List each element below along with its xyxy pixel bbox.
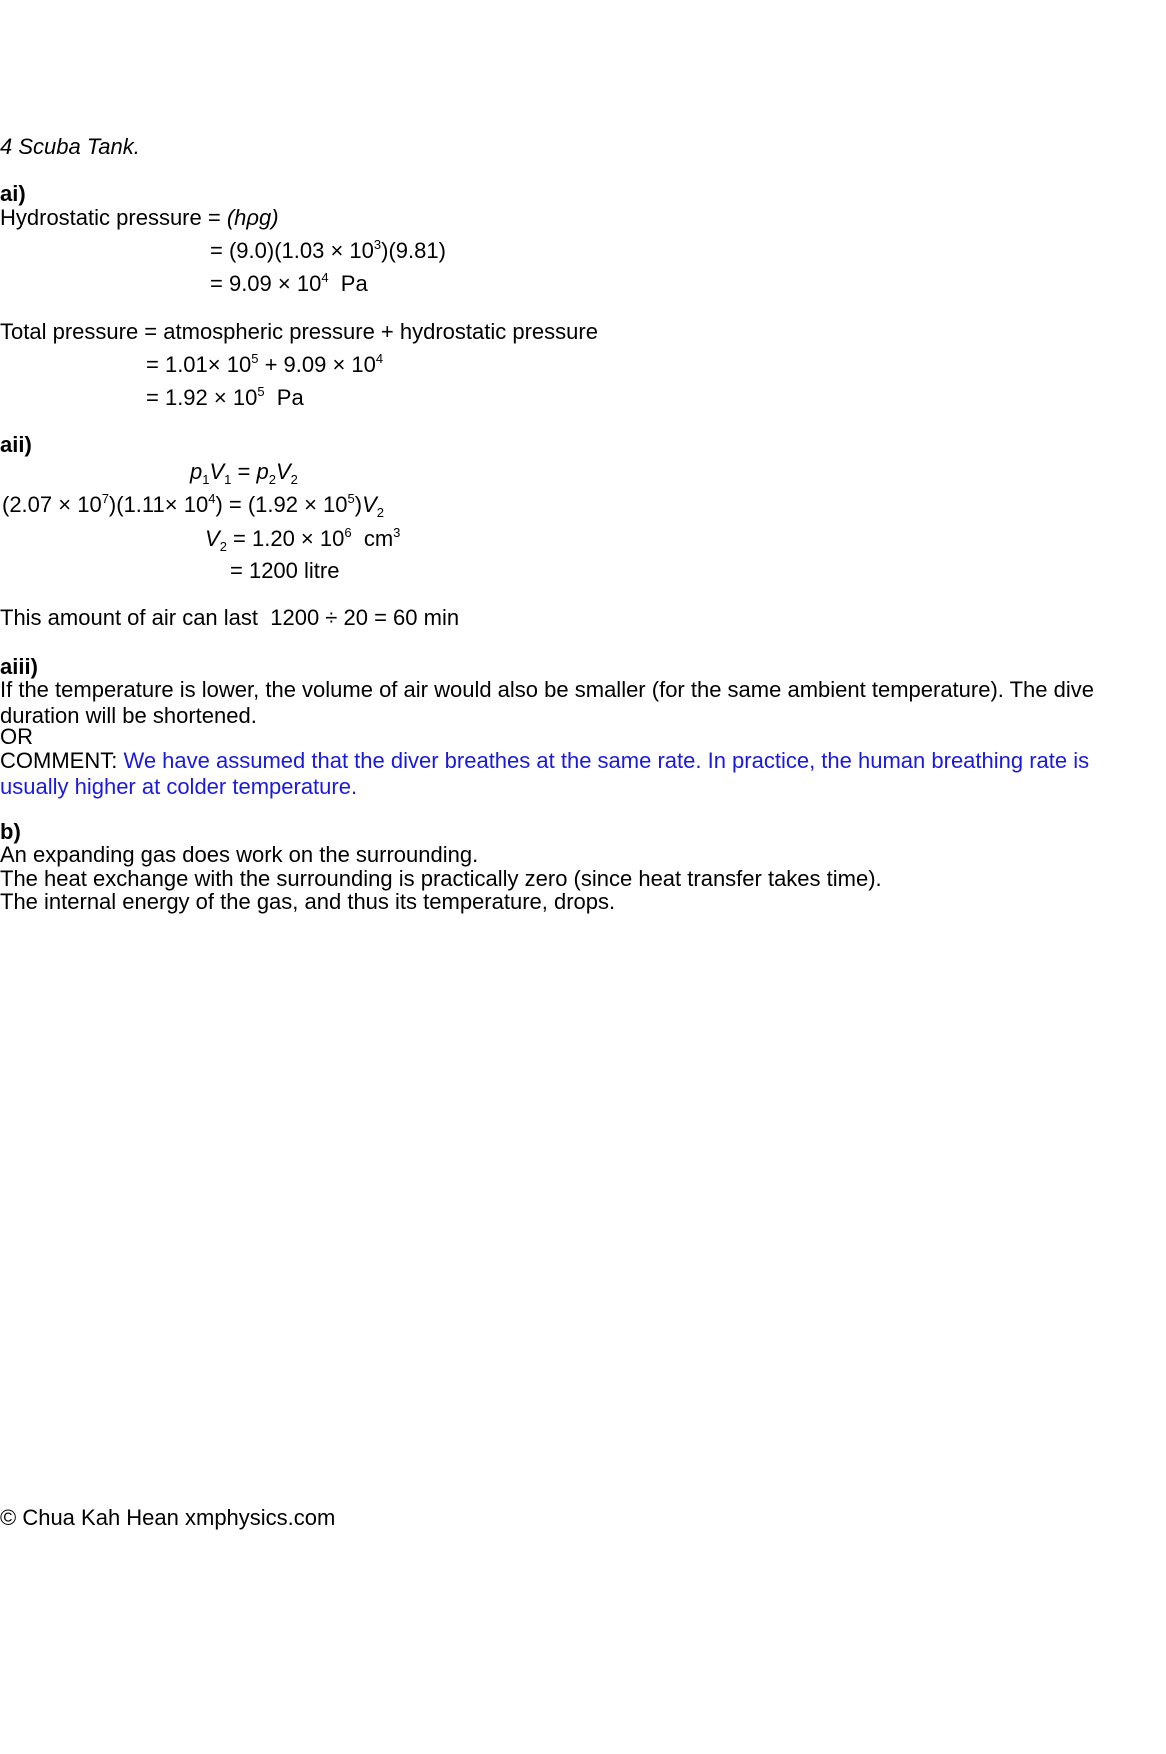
copyright-footer: © Chua Kah Hean xmphysics.com — [0, 1505, 336, 1530]
b-line-3: The internal energy of the gas, and thus its temperature, drops. — [0, 889, 616, 914]
aiii-paragraph: If the temperature is lower, the volume of air would also be smaller (for the same ambient temperature). The dive duration will be shortened. — [0, 677, 1094, 728]
v2-litre-eq: = 1200 litre — [230, 558, 340, 583]
part-ai-label: ai) — [0, 181, 26, 206]
total-pressure-eq-1: Total pressure = atmospheric pressure + hydrostatic pressure — [0, 319, 598, 344]
part-b-label: b) — [0, 819, 21, 844]
comment-paragraph — [0, 748, 1160, 800]
total-pressure-lhs: Total pressure — [0, 319, 139, 344]
boyle-law-eq: $p_1V_1 = p_2V_2$ — [190, 459, 298, 487]
hydrostatic-lhs: Hydrostatic pressure — [0, 205, 202, 230]
hydrostatic-eq-3: = $9.09 \times 10^4$ Pa — [210, 270, 368, 296]
question-title: 4 Scuba Tank. — [0, 134, 140, 159]
total-pressure-eq-2: = $1.01\times 10^5 + 9.09 \times 10^4$ — [146, 351, 384, 377]
b-line-1: An expanding gas does work on the surrounding. — [0, 842, 479, 867]
boyle-sub-eq: $(2.07 \times 10^7)(1.11\times 10^4) = (1.92 \times 10^5)V_2$ — [2, 491, 385, 520]
duration-expr: 1200 ÷ 20 = 60 min — [270, 605, 460, 630]
part-aii-label: aii) — [0, 432, 32, 457]
hydrostatic-eq-1: Hydrostatic pressure = (hρg) — [0, 205, 279, 230]
hydrostatic-rhs: (hρg) — [226, 205, 279, 230]
v2-result-eq: $V_2 = 1.20 \times 10^6$ $cm^3$ — [205, 525, 401, 554]
comment-label: COMMENT: — [0, 748, 118, 773]
part-aiii-label: aiii) — [0, 654, 38, 679]
comment-text: We have assumed that the diver breathes at the same rate. In practice, the human breathing rate is usually higher at colder temperature. — [0, 748, 1090, 799]
hydrostatic-eq-2: = $(9.0)(1.03 \times 10^3)(9.81)$ — [210, 237, 446, 263]
or-divider: OR — [0, 724, 33, 749]
total-pressure-rhs: atmospheric pressure + hydrostatic pressure — [163, 319, 598, 344]
duration-line — [0, 605, 459, 631]
duration-text: This amount of air can last — [0, 605, 259, 630]
b-line-2: The heat exchange with the surrounding is practically zero (since heat transfer takes time). — [0, 866, 882, 891]
total-pressure-eq-3: = $1.92 \times 10^5$ Pa — [146, 384, 304, 410]
